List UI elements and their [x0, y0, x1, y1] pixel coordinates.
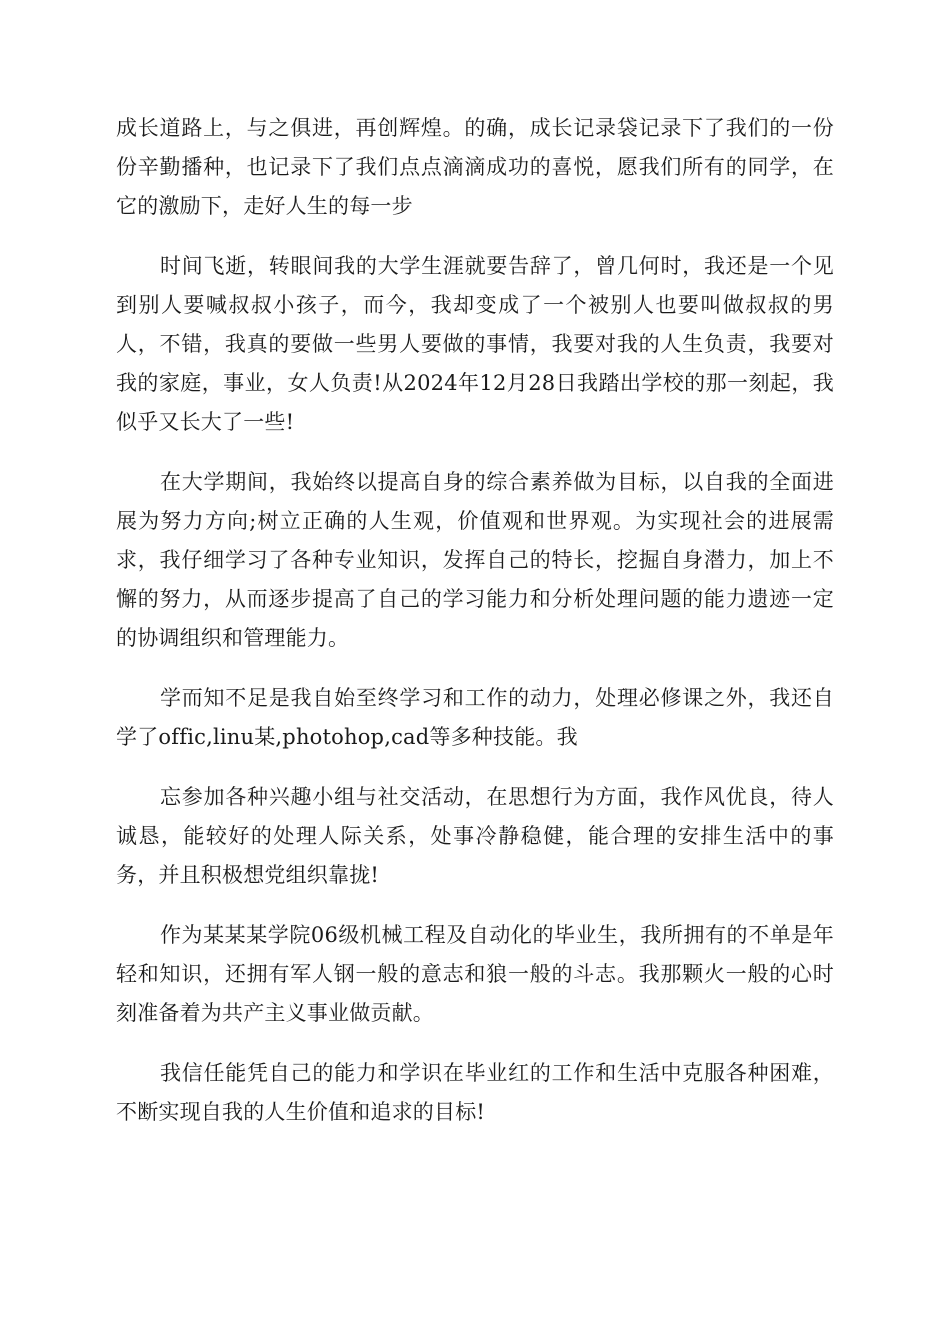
paragraph-6: 作为某某某学院06级机械工程及自动化的毕业生，我所拥有的不单是年轻和知识，还拥有军人钢一般的意志和狼一般的斗志。我那颗火一般的心时刻准备着为共产主义事业做贡献。: [116, 923, 834, 1025]
paragraph-4: 学而知不足是我自始至终学习和工作的动力，处理必修课之外，我还自学了offic,linu某,photohop,cad等多种技能。我: [116, 686, 834, 749]
paragraph-1: 成长道路上，与之俱进，再创辉煌。的确，成长记录袋记录下了我们的一份份辛勤播种，也记录下了我们点点滴滴成功的喜悦，愿我们所有的同学，在它的激励下，走好人生的每一步: [116, 116, 834, 218]
document-page: [116, 109, 834, 1153]
paragraph-7: 我信任能凭自己的能力和学识在毕业红的工作和生活中克服各种困难，不断实现自我的人生价值和追求的目标!: [116, 1061, 834, 1124]
paragraph-2: 时间飞逝，转眼间我的大学生涯就要告辞了，曾几何时，我还是一个见到别人要喊叔叔小孩子，而今，我却变成了一个被别人也要叫做叔叔的男人，不错，我真的要做一些男人要做的事情，我要对我的人生负责，我要对我的家庭，事业，女人负责!从2024年12月28日我踏出学校的那一刻起，我似乎又长大了一些!: [116, 254, 834, 434]
paragraph-3: 在大学期间，我始终以提高自身的综合素养做为目标，以自我的全面进展为努力方向;树立正确的人生观，价值观和世界观。为实现社会的进展需求，我仔细学习了各种专业知识，发挥自己的特长，挖掘自身潜力，加上不懈的努力，从而逐步提高了自己的学习能力和分析处理问题的能力遗迹一定的协调组织和管理能力。: [116, 470, 834, 650]
paragraph-5: 忘参加各种兴趣小组与社交活动，在思想行为方面，我作风优良，待人诚恳，能较好的处理人际关系，处事冷静稳健，能合理的安排生活中的事务，并且积极想党组织靠拢!: [116, 785, 834, 887]
